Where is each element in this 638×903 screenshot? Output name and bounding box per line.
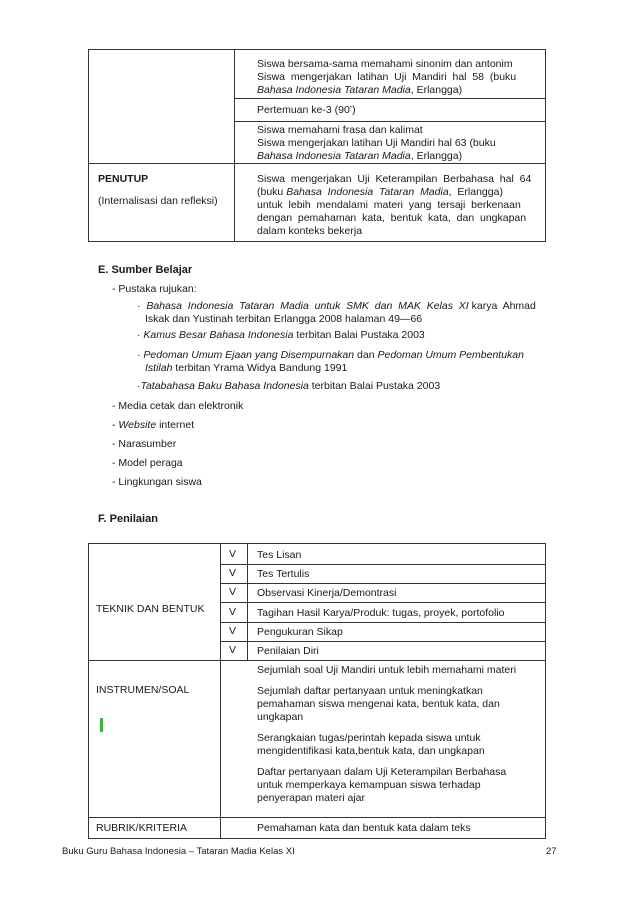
reference-item (137, 300, 542, 326)
activity-line (257, 150, 535, 163)
penutup-line: dalam konteks bekerja (257, 225, 363, 237)
book-title: Bahasa Indonesia Tataran Madia (286, 186, 449, 198)
penutup-description (257, 173, 537, 238)
ref-title: Pedoman Umum Ejaan yang Disempurnakan (143, 349, 355, 361)
ref-detail: terbitan Balai Pustaka 2003 (293, 329, 425, 341)
bullet-icon: · (137, 329, 141, 341)
page-number: 27 (546, 846, 557, 857)
check-mark: V (229, 586, 237, 598)
activity-line: Siswa mengerjakan latihan Uji Mandiri hal 58 (buku (257, 71, 517, 83)
source-media: - Media cetak dan elektronik (112, 400, 244, 412)
source-model: - Model peraga (112, 457, 183, 469)
ref-title: Pedoman Umum Pembentukan (377, 349, 524, 361)
reference-item: · Pedoman Umum Ejaan yang Disempurnakan dan Pedoman Umum Pembentukan Istilah terbitan Yrama Widya Bandung 1991 (137, 349, 524, 374)
bullet-icon: · (137, 300, 141, 312)
rubrik-value: Pemahaman kata dan bentuk kata dalam teks (257, 822, 471, 834)
source-lingkungan: - Lingkungan siswa (112, 476, 202, 488)
section-f-title: F. Penilaian (98, 513, 158, 525)
rubrik-label: RUBRIK/KRITERIA (96, 822, 188, 834)
teknik-item: Penilaian Diri (257, 645, 319, 657)
activity-row-1 (257, 58, 535, 97)
penutup-line: dengan pemahaman kata, bentuk kata, dan ungkapan (257, 212, 527, 224)
source-website: - Website internet (112, 419, 195, 431)
bullet-icon: · (137, 380, 141, 392)
teknik-item: Tes Lisan (257, 549, 302, 561)
book-publisher: , Erlangga) (410, 150, 463, 162)
activity-line: Siswa bersama-sama memahami sinonim dan antonim (257, 58, 513, 70)
check-mark: V (229, 644, 237, 656)
teknik-item: Observasi Kinerja/Demontrasi (257, 587, 397, 599)
instrumen-label: INSTRUMEN/SOAL (96, 684, 190, 696)
ref-detail: terbitan Balai Pustaka 2003 (308, 380, 441, 392)
teknik-label: TEKNIK DAN BENTUK (96, 603, 205, 615)
instrumen-item: Serangkaian tugas/perintah kepada siswa untuk mengidentifikasi kata,bentuk kata, dan ungkapan (257, 732, 485, 757)
teknik-item: Pengukuran Sikap (257, 626, 343, 638)
meeting-label: Pertemuan ke-3 (90’) (257, 104, 356, 116)
footer-title: Buku Guru Bahasa Indonesia – Tataran Madia Kelas XI (62, 846, 295, 857)
check-mark: V (229, 548, 237, 560)
bullet-icon: · (137, 349, 141, 361)
activity-row-3 (257, 124, 535, 163)
penutup-label: PENUTUP (98, 173, 149, 185)
instrumen-item: Daftar pertanyaan dalam Uji Keterampilan Berbahasa untuk memperkaya kemampuan siswa terhadap penyerapan materi ajar (257, 766, 507, 804)
book-title: Bahasa Indonesia Tataran Madia (257, 84, 411, 96)
pustaka-heading: - Pustaka rujukan: (112, 283, 197, 295)
green-marker-icon (100, 718, 103, 732)
check-mark: V (229, 567, 237, 579)
check-mark: V (229, 625, 237, 637)
ref-author: karya Ahmad (468, 300, 536, 312)
activity-line: Siswa mengerjakan latihan Uji Mandiri hal 63 (buku (257, 137, 496, 149)
instrumen-item: Sejumlah daftar pertanyaan untuk meningkatkan pemahaman siswa mengenai kata, bentuk kata, dan ungkapan (257, 685, 500, 723)
book-publisher: , Erlangga) (410, 84, 463, 96)
instrumen-list (257, 664, 542, 805)
penutup-subtitle: (Internalisasi dan refleksi) (98, 195, 218, 207)
reference-item (137, 329, 425, 342)
ref-title: Kamus Besar Bahasa Indonesia (143, 329, 294, 341)
teknik-item: Tagihan Hasil Karya/Produk: tugas, proyek, portofolio (257, 607, 505, 619)
source-narasumber: - Narasumber (112, 438, 177, 450)
penutup-line: (buku Bahasa Indonesia Tataran Madia, Erlangga) (257, 186, 503, 198)
ref-title: Istilah (145, 362, 173, 374)
book-title: Bahasa Indonesia Tataran Madia (257, 150, 411, 162)
ref-title: Tatabahasa Baku Bahasa Indonesia (140, 380, 309, 392)
activity-line (257, 84, 535, 97)
penutup-line: untuk lebih mendalami materi yang tersaji berkenaan (257, 199, 521, 211)
activity-line: Siswa memahami frasa dan kalimat (257, 124, 423, 136)
instrumen-item: Sejumlah soal Uji Mandiri untuk lebih memahami materi (257, 664, 517, 676)
ref-detail: terbitan Yrama Widya Bandung 1991 (172, 362, 348, 374)
teknik-item: Tes Tertulis (257, 568, 310, 580)
ref-detail: Iskak dan Yustinah terbitan Erlangga 2008 halaman 49—66 (145, 313, 423, 325)
reference-item (137, 380, 440, 393)
section-e-title: E. Sumber Belajar (98, 264, 193, 276)
ref-title: Bahasa Indonesia Tataran Madia untuk SMK dan MAK Kelas XI (146, 300, 469, 312)
check-mark: V (229, 606, 237, 618)
penutup-line: Siswa mengerjakan Uji Keterampilan Berbahasa hal 64 (257, 173, 532, 185)
